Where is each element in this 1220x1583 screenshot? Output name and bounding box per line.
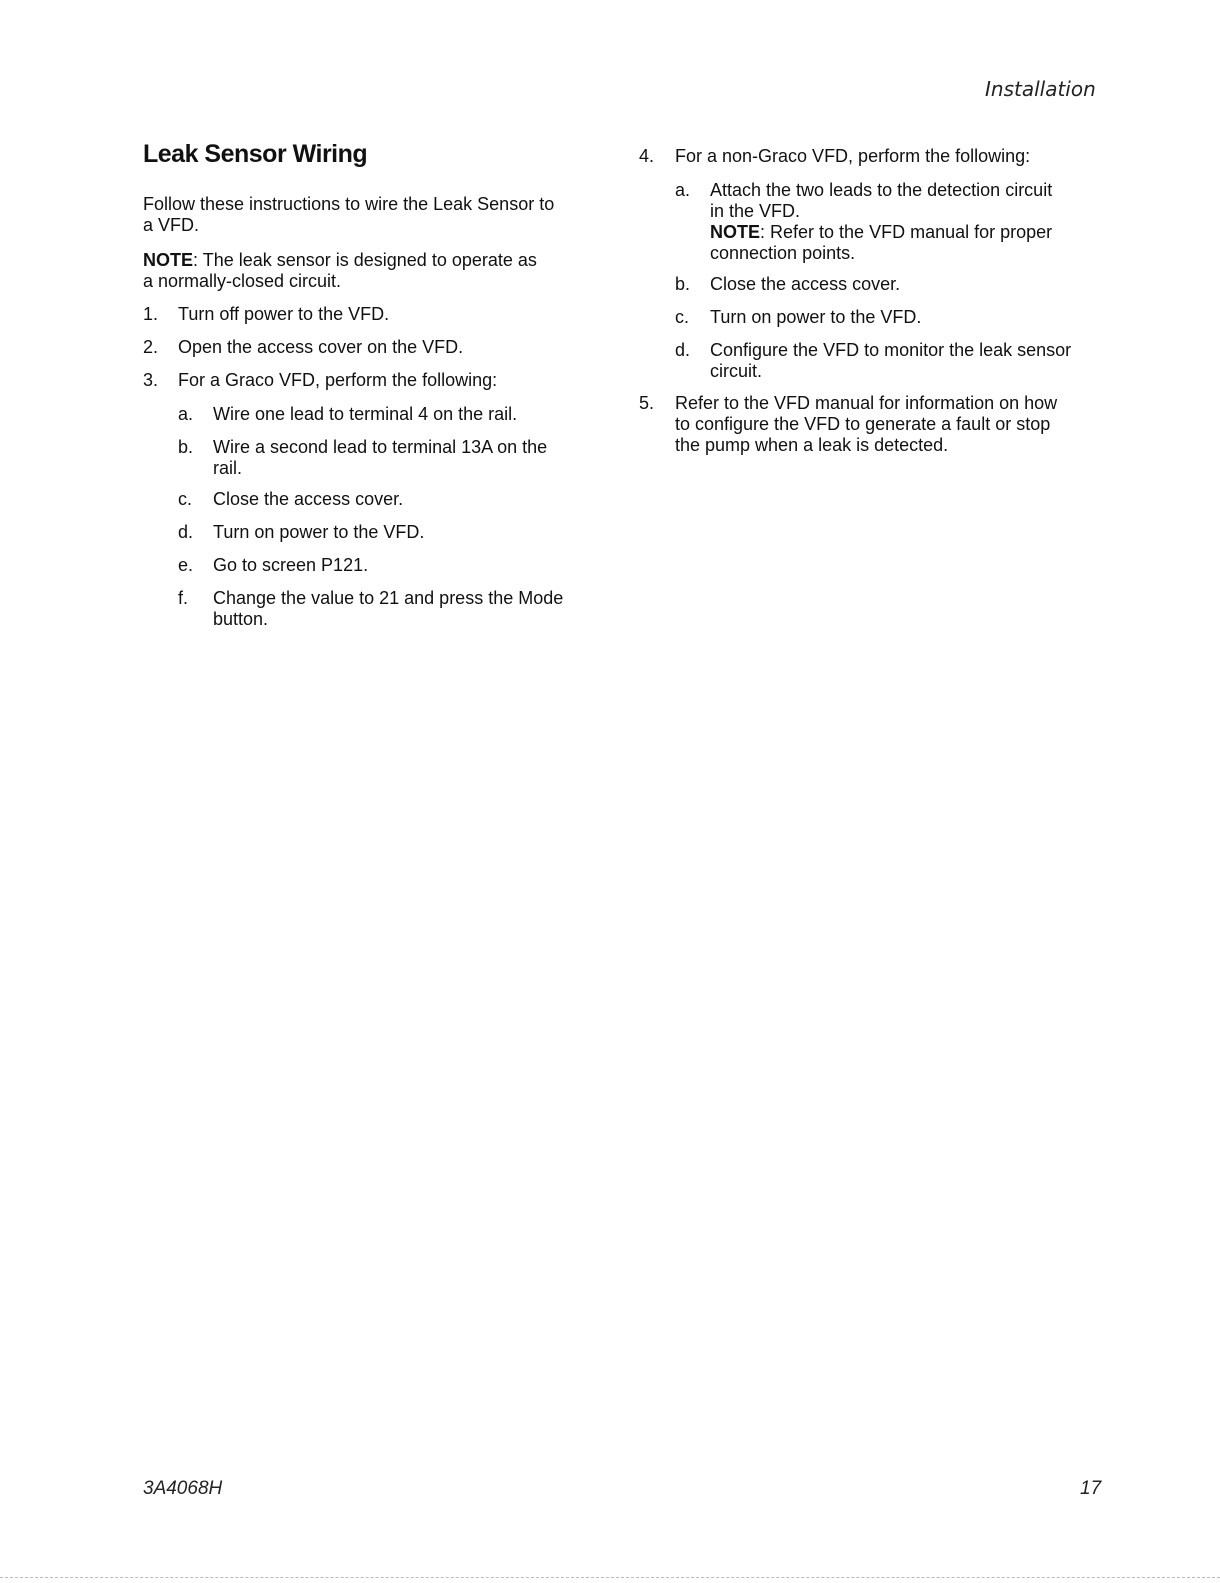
substep-text: Go to screen P121. xyxy=(213,555,369,575)
substep-text-line-2: circuit. xyxy=(710,361,763,381)
substep-text: Close the access cover. xyxy=(213,489,404,509)
substep-letter: a. xyxy=(675,180,691,200)
note-text-1: : The leak sensor is designed to operate as xyxy=(193,250,537,270)
note-text-2: connection points. xyxy=(710,243,856,263)
substep-letter: e. xyxy=(178,555,194,575)
intro-paragraph xyxy=(143,194,613,236)
substep-text: Turn on power to the VFD. xyxy=(710,307,922,327)
substep-text-line-2: button. xyxy=(213,609,269,629)
substep-letter: a. xyxy=(178,404,194,424)
substep-text-line-2: in the VFD. xyxy=(710,201,801,221)
note-paragraph xyxy=(143,250,613,292)
step-text-line-1: Refer to the VFD manual for information on how xyxy=(675,393,1058,413)
step-number: 4. xyxy=(639,146,655,166)
substep-letter: d. xyxy=(675,340,691,360)
substep-note xyxy=(710,222,1052,243)
substep-text: Turn on power to the VFD. xyxy=(213,522,425,542)
running-head: Installation xyxy=(985,77,1096,101)
step-text-line-3: the pump when a leak is detected. xyxy=(675,435,949,455)
substep-text: Close the access cover. xyxy=(710,274,901,294)
page-edge-rule xyxy=(0,1577,1220,1578)
step-number: 3. xyxy=(143,370,159,390)
step-text-line-2: to configure the VFD to generate a fault or stop xyxy=(675,414,1051,434)
document-id: 3A4068H xyxy=(143,1478,223,1499)
page-number: 17 xyxy=(1080,1478,1102,1499)
step-text: Open the access cover on the VFD. xyxy=(178,337,464,357)
step-text: For a non-Graco VFD, perform the following: xyxy=(675,146,1031,166)
substep-text-line-1: Wire a second lead to terminal 13A on the xyxy=(213,437,548,457)
substep-letter: b. xyxy=(178,437,194,457)
substep-letter: d. xyxy=(178,522,194,542)
substep-text-line-1: Attach the two leads to the detection circuit xyxy=(710,180,1053,200)
step-5 xyxy=(639,393,1119,456)
step-number: 5. xyxy=(639,393,655,413)
substep-text-line-1: Change the value to 21 and press the Mode xyxy=(213,588,564,608)
substep-b xyxy=(178,437,608,479)
note-text-1: : Refer to the VFD manual for proper xyxy=(760,222,1053,242)
substep-letter: b. xyxy=(675,274,691,294)
step-number: 2. xyxy=(143,337,159,357)
substep-a xyxy=(675,180,1115,264)
step-text: Turn off power to the VFD. xyxy=(178,304,390,324)
note-text-2: a normally-closed circuit. xyxy=(143,271,342,291)
intro-line-1: Follow these instructions to wire the Leak Sensor to xyxy=(143,194,555,214)
section-title: Leak Sensor Wiring xyxy=(143,140,368,168)
substep-letter: f. xyxy=(178,588,189,608)
step-number: 1. xyxy=(143,304,159,324)
note-label: NOTE xyxy=(143,250,194,270)
note-label: NOTE xyxy=(710,222,761,242)
substep-letter: c. xyxy=(675,307,690,327)
substep-text: Wire one lead to terminal 4 on the rail. xyxy=(213,404,518,424)
substep-f xyxy=(178,588,608,630)
step-text: For a Graco VFD, perform the following: xyxy=(178,370,498,390)
intro-line-2: a VFD. xyxy=(143,215,200,235)
substep-d xyxy=(675,340,1115,382)
substep-text-line-2: rail. xyxy=(213,458,243,478)
substep-text-line-1: Configure the VFD to monitor the leak sensor xyxy=(710,340,1072,360)
substep-letter: c. xyxy=(178,489,193,509)
